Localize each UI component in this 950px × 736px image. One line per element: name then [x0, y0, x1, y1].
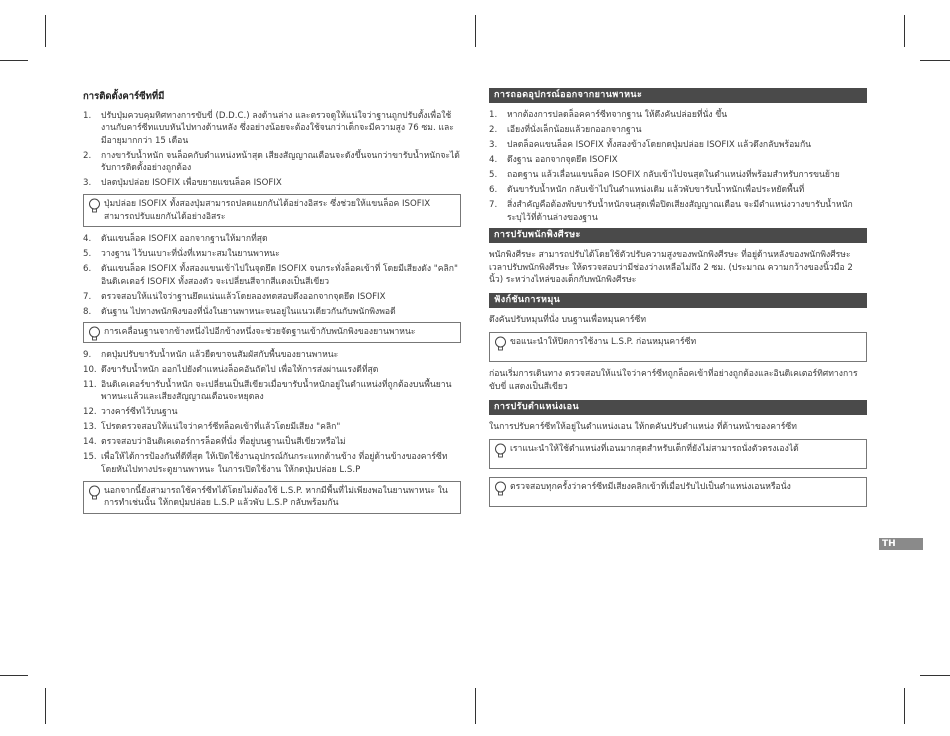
list-item: 1. หากต้องการปลดล็อคคาร์ซีทจากฐาน ให้ดึงคันปล่อยที่นั่ง ขึ้น [489, 110, 728, 120]
crop-mark [475, 688, 476, 724]
list-item: 4. ดันแขนล็อค ISOFIX ออกจากฐานให้มากที่สุด [83, 234, 268, 245]
list-item: 7. สิ่งสำคัญคือต้องพับขารับน้ำหนักจนสุดเพื่อปิดเสียงสัญญาณเตือน จะมีตำแหน่งวางขารับน้ำหนัก ระบุไว้ที่ด้านล่างของฐาน [489, 199, 853, 223]
lightbulb-icon [494, 336, 507, 352]
note-box [489, 439, 867, 469]
crop-mark [0, 675, 28, 676]
list-item: 1. ปรับปุ่มควบคุมทิศทางการขับขี่ (D.D.C.) ลงด้านล่าง และตรวจดูให้แน่ใจว่าฐานถูกปรับตั้งเพื่อใช้งานกับคาร์ซีทแบบหันไปทางด้านหลัง ซึ่งอย่างน้อยจะต้องใช้จนกว่าเด็กจะมีความสูง 76 ซม. และมีอายุมากกว่า 15 เดือน [83, 110, 454, 146]
section-title-recline: การปรับตำแหน่งเอน [489, 400, 867, 415]
note-text: ปุ่มปล่อย ISOFIX ทั้งสองปุ่มสามารถปลดแยกกันได้อย่างอิสระ ซึ่งช่วยให้แขนล็อค ISOFIX สามารถปรับแยกกันได้อย่างอิสระ [104, 198, 431, 222]
section-title-removal: การถอดอุปกรณ์ออกจากยานพาหนะ [489, 88, 867, 103]
note-text: เราแนะนำให้ใช้ตำแหน่งที่เอนมากสุดสำหรับเด็กที่ยังไม่สามารถนั่งตัวตรงเองได้ [510, 444, 799, 455]
list-item: 10. ดึงขารับน้ำหนัก ออกไปยังตำแหน่งล็อคอันถัดไป เพื่อให้การส่งผ่านแรงดีที่สุด [83, 364, 379, 375]
lightbulb-icon [494, 481, 507, 497]
section-title-install: การติดตั้งคาร์ซีทที่มี [83, 91, 165, 102]
crop-mark [904, 688, 905, 724]
crop-mark [45, 15, 46, 47]
section-title-rotation: ฟังก์ชันการหมุน [489, 293, 867, 308]
section-title-headrest: การปรับพนักพิงศีรษะ [489, 228, 867, 243]
list-item: 2. กางขารับน้ำหนัก จนล็อคกับตำแหน่งหน้าสุด เสียงสัญญาณเตือนจะดังขึ้นจนกว่าขารับน้ำหนักจะได้รับการติดตั้งอย่างถูกต้อง [83, 150, 460, 174]
note-box [83, 481, 461, 514]
removal-steps [489, 109, 867, 224]
list-item: 12. วางคาร์ซีทไว้บนฐาน [83, 407, 178, 418]
recline-text: ในการปรับคาร์ซีทให้อยู่ในตำแหน่งเอน ให้กดคันปรับตำแหน่ง ที่ด้านหน้าของคาร์ซีท [489, 421, 797, 432]
list-item: 3. ปลดปุ่มปล่อย ISOFIX เพื่อขยายแขนล็อค ISOFIX [83, 178, 282, 189]
lightbulb-icon [88, 326, 101, 342]
list-item: 13. โปรดตรวจสอบให้แน่ใจว่าคาร์ซีทล็อคเข้าที่แล้วโดยมีเสียง "คลิก" [83, 422, 341, 433]
note-box [489, 477, 867, 507]
list-item: 8. ดันฐาน ไปทางพนักพิงของที่นั่งในยานพาหนะจนอยู่ในแนวเดียวกันกับพนักพิงพอดี [83, 306, 396, 317]
crop-mark [475, 15, 476, 47]
crop-mark [920, 675, 950, 676]
lightbulb-icon [88, 485, 101, 501]
crop-mark [0, 60, 28, 61]
list-item: 6. ดันแขนล็อค ISOFIX ทั้งสองแขนเข้าไปในจุดยึด ISOFIX จนกระทั่งล็อคเข้าที่ โดยมีเสียงดัง "คลิก" อินดิเคเตอร์ ISOFIX ทั้งสองตัว จะเปลี่ยนสีจากสีแดงเป็นสีเขียว [83, 264, 458, 287]
note-box [83, 322, 461, 343]
lightbulb-icon [494, 443, 507, 459]
note-text: ตรวจสอบทุกครั้งว่าคาร์ซีทมีเสียงคลิกเข้าที่เมื่อปรับไปเป็นตำแหน่งเอนหรือนั่ง [510, 482, 791, 493]
note-box [489, 332, 867, 362]
note-box [83, 194, 461, 227]
crop-mark [920, 60, 950, 61]
list-item: 6. ดันขารับน้ำหนัก กลับเข้าไปในตำแหน่งเดิม แล้วพับขารับน้ำหนักเพื่อประหยัดพื้นที่ [489, 184, 805, 195]
list-item: 7. ตรวจสอบให้แน่ใจว่าฐานยึดแน่นแล้วโดยลองทดสอบดึงออกจากจุดยึด ISOFIX [83, 291, 386, 302]
list-item: 9. กดปุ่มปรับขารับน้ำหนัก แล้วยืดขาจนสัมผัสกับพื้นของยานพาหนะ [83, 349, 339, 360]
list-item: 5. วางฐาน ไว้บนเบาะที่นั่งที่เหมาะสมในยานพาหนะ [83, 249, 280, 260]
crop-mark [45, 688, 46, 724]
right-column [489, 88, 867, 513]
headrest-text: พนักพิงศีรษะ สามารถปรับได้โดยใช้ตัวปรับความสูงของพนักพิงศีรษะ ที่อยู่ด้านหลังของพนักพิงศีรษะ เวลาปรับพนักพิงศีรษะ ให้ตรวจสอบว่ามีช่องว่างเหลือไม่ถึง 2 ซม. (ประมาณ ความกว้างของนิ้วมือ 2 นิ้ว) ระหว่างไหล่ของเด็กกับพนักพิงศีรษะ [489, 250, 853, 286]
lightbulb-icon [88, 198, 101, 214]
rotation-text-2: ก่อนเริ่มการเดินทาง ตรวจสอบให้แน่ใจว่าคาร์ซีทถูกล็อคเข้าที่อย่างถูกต้องและอินดิเคเตอร์ทิศทางการขับขี่ แสดงเป็นสีเขียว [489, 369, 858, 393]
list-item: 14. ตรวจสอบว่าอินดิเคเตอร์การล็อคที่นั่ง ที่อยู่บนฐานเป็นสีเขียวหรือไม่ [83, 437, 346, 448]
note-text: การเคลื่อนฐานจากข้างหนึ่งไปอีกข้างหนึ่งจะช่วยจัดฐานเข้ากับพนักพิงของยานพาหนะ [104, 327, 416, 338]
install-steps-2 [83, 233, 461, 318]
list-item: 2. เอียงที่นั่งเล็กน้อยแล้วยกออกจากฐาน [489, 124, 642, 135]
list-item: 3. ปลดล็อคแขนล็อค ISOFIX ทั้งสองข้างโดยกดปุ่มปล่อย ISOFIX แล้วดึงกลับพร้อมกัน [489, 139, 812, 150]
note-text: ขอแนะนำให้ปิดการใช้งาน L.S.P. ก่อนหมุนคาร์ซีท [510, 337, 697, 348]
list-item: 15. เพื่อให้ได้การป้องกันที่ดีที่สุด ให้เปิดใช้งานอุปกรณ์กันกระแทกด้านข้าง ที่อยู่ด้านข้างของคาร์ซีทโดยหันไปทางประตูยานพาหนะ ในการเปิดใช้งาน ให้กดปุ่มปล่อย L.S.P [83, 452, 448, 475]
list-item: 11. อินดิเคเตอร์ขารับน้ำหนัก จะเปลี่ยนเป็นสีเขียวเมื่อขารับน้ำหนักอยู่ในตำแหน่งที่ถูกต้องบนพื้นยานพาหนะแล้วและเสียงสัญญาณเตือนจะหยุดลง [83, 379, 452, 403]
crop-mark [904, 15, 905, 47]
rotation-text: ดึงคันปรับหมุนที่นั่ง บนฐานเพื่อหมุนคาร์ซีท [489, 314, 647, 325]
list-item: 5. ถอดฐาน แล้วเลื่อนแขนล็อค ISOFIX กลับเข้าไปจนสุดในตำแหน่งที่พร้อมสำหรับการขนย้าย [489, 169, 840, 180]
language-tab: TH [879, 538, 923, 550]
note-text: นอกจากนี้ยังสามารถใช้คาร์ซีทได้โดยไม่ต้องใช้ L.S.P. หากมีพื้นที่ไม่เพียงพอในยานพาหนะ ในการทำเช่นนั้น ให้กดปุ่มปล่อย L.S.P แล้วพับ L.S.P กลับพร้อมกัน [104, 485, 448, 509]
left-column [83, 91, 461, 520]
install-steps-3 [83, 349, 461, 477]
list-item: 4. ดึงฐาน ออกจากจุดยึด ISOFIX [489, 154, 618, 165]
install-steps-1 [83, 110, 461, 190]
